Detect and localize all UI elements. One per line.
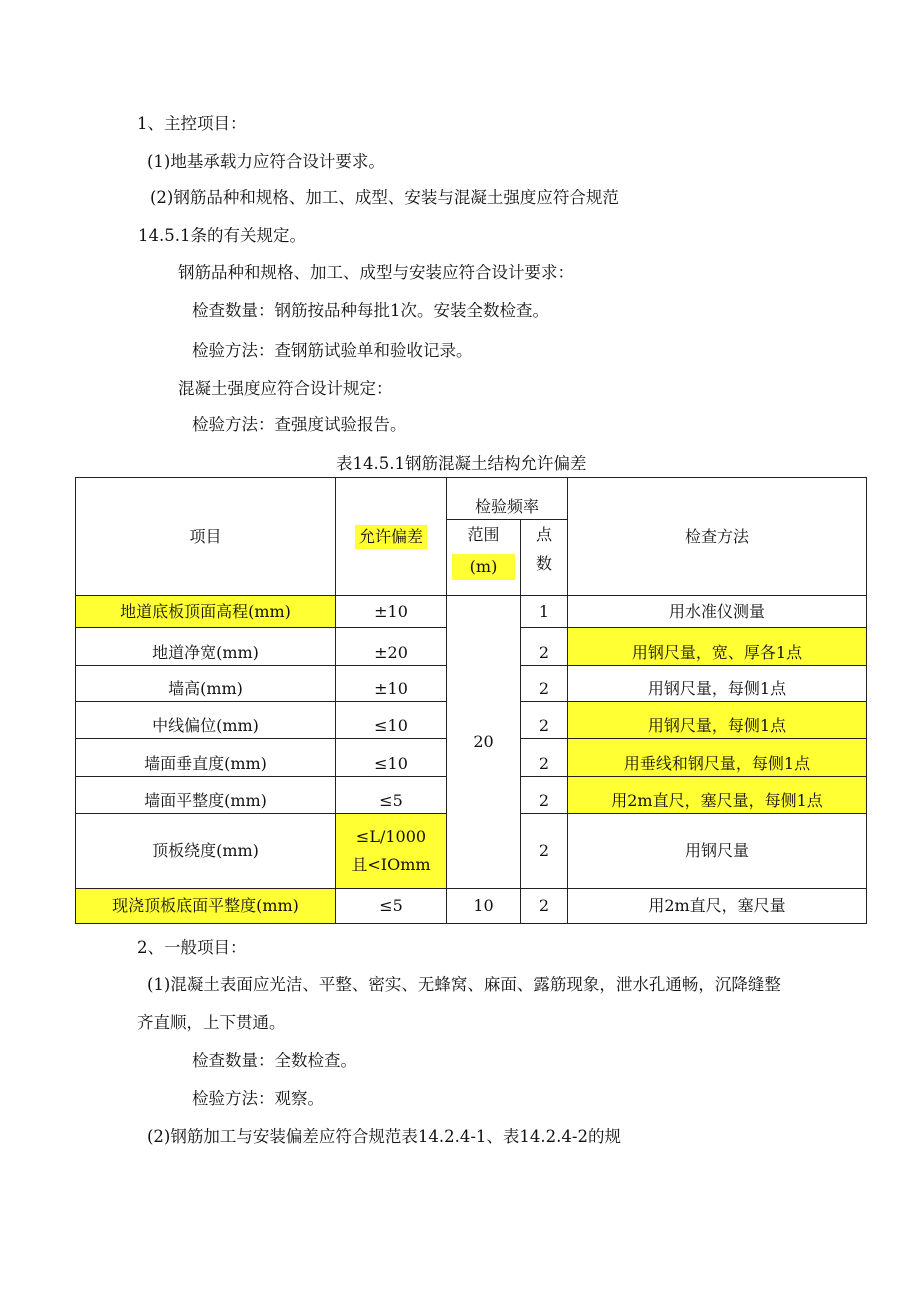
row-points: 2 [521,777,568,814]
row-tolerance: ≤10 [336,739,447,777]
row-tolerance-a: ≤L/1000 [355,827,427,846]
row-tolerance: ±10 [336,666,447,702]
section2-item1-cont: 齐直顺，上下贯通。 [137,1013,286,1032]
section2-heading: 2、一般项目： [137,938,247,957]
row-points: 2 [521,739,568,777]
row-tolerance: ≤5 [336,777,447,814]
row-tolerance-cell [336,814,447,889]
row-tolerance: ≤5 [336,889,447,924]
row-item: 顶板绕度(mm) [76,814,336,889]
row-method: 用2m直尺，塞尺量 [568,889,867,924]
section2-quantity: 检查数量：全数检查。 [192,1051,357,1070]
row-tolerance: ±20 [336,628,447,666]
header-range-unit-cell [447,550,521,596]
row-item: 墙面平整度(mm) [76,777,336,814]
header-points-a: 点 [521,520,568,550]
section2-item1: (1)混凝土表面应光洁、平整、密实、无蜂窝、麻面、露筋现象，泄水孔通畅，沉降缝整 [147,975,781,994]
row-range: 10 [447,889,521,924]
row-points: 2 [521,666,568,702]
row-tolerance-b: 且<IOmm [351,855,431,874]
row-method: 用钢尺量，每侧1点 [568,702,867,739]
row-method: 用垂线和钢尺量，每侧1点 [568,739,867,777]
sub2-method: 检验方法：查强度试验报告。 [192,415,407,434]
row-points: 2 [521,628,568,666]
sub2-text: 混凝土强度应符合设计规定： [178,379,393,398]
section1-heading: 1、主控项目： [137,114,247,133]
row-item: 墙高(mm) [76,666,336,702]
header-tolerance: 允许偏差 [355,525,427,549]
row-points: 2 [521,889,568,924]
row-item: 中线偏位(mm) [76,702,336,739]
row-method: 用水准仪测量 [568,596,867,628]
deviation-table [75,477,867,924]
row-method: 用钢尺量，宽、厚各1点 [568,628,867,666]
table-row [76,596,867,628]
row-item: 地道底板顶面高程(mm) [76,596,336,628]
header-range-unit: (m) [452,554,516,580]
row-tolerance: ±10 [336,596,447,628]
header-frequency: 检验频率 [447,478,568,520]
row-item: 地道净宽(mm) [76,628,336,666]
header-method: 检查方法 [568,478,867,596]
section1-item1: (1)地基承载力应符合设计要求。 [147,152,385,171]
row-tolerance: ≤10 [336,702,447,739]
row-method: 用钢尺量 [568,814,867,889]
table-caption: 表14.5.1钢筋混凝土结构允许偏差 [336,454,587,473]
header-item: 项目 [76,478,336,596]
sub1-method: 检验方法：查钢筋试验单和验收记录。 [192,341,473,360]
section1-item2: (2)钢筋品种和规格、加工、成型、安装与混凝土强度应符合规范 [150,188,619,207]
sub1-quantity: 检查数量：钢筋按品种每批1次。安装全数检查。 [192,301,549,320]
sub1-text: 钢筋品种和规格、加工、成型与安装应符合设计要求： [178,263,574,282]
section2-method: 检验方法：观察。 [192,1089,324,1108]
row-item: 现浇顶板底面平整度(mm) [76,889,336,924]
row-points: 2 [521,702,568,739]
row-points: 2 [521,814,568,889]
section1-item2-cont: 14.5.1条的有关规定。 [138,226,306,245]
row-method: 用2m直尺，塞尺量，每侧1点 [568,777,867,814]
row-method: 用钢尺量，每侧1点 [568,666,867,702]
table-row [76,889,867,924]
header-tolerance-cell [336,478,447,596]
header-range: 范围 [447,520,521,550]
row-points: 1 [521,596,568,628]
header-points-b: 数 [521,550,568,596]
row-item: 墙面垂直度(mm) [76,739,336,777]
row-range-shared: 20 [447,596,521,889]
section2-item2: (2)钢筋加工与安装偏差应符合规范表14.2.4-1、表14.2.4-2的规 [147,1127,621,1146]
